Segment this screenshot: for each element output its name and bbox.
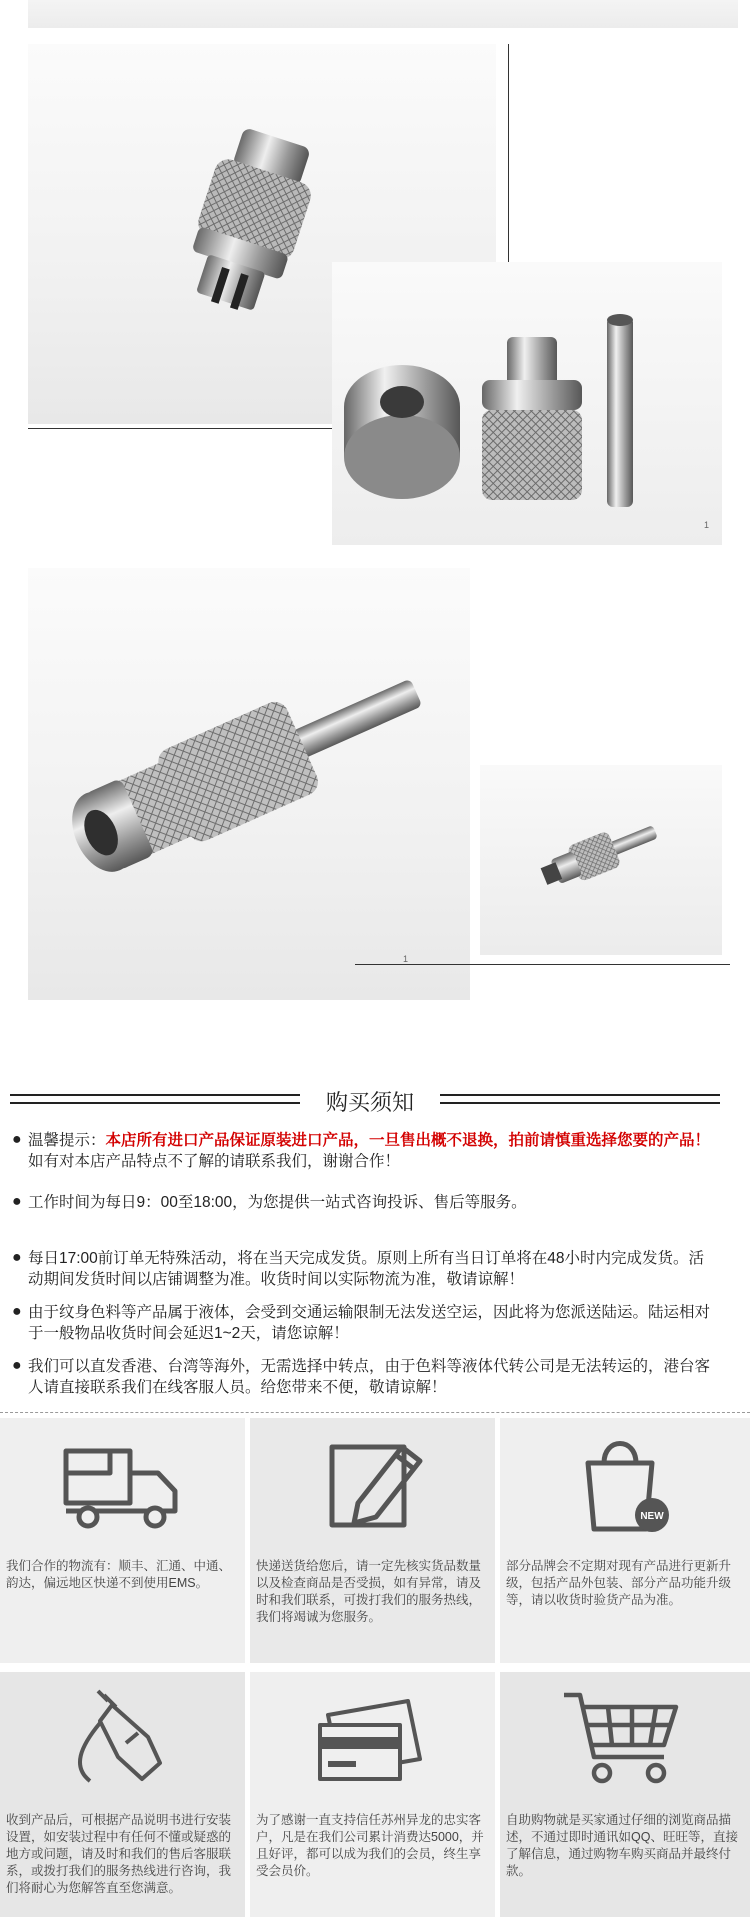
notice-item-2 (12, 1192, 717, 1213)
notice-item-3-text: 每日17:00前订单无特殊活动，将在当天完成发货。原则上所有当日订单将在48小时内完成发货。活动期间发货时间以店铺调整为准。收货时间以实际物流为准，敬请谅解！ (28, 1250, 705, 1288)
service-cell-upgrade (500, 1418, 750, 1663)
service-cell-inspection (250, 1418, 495, 1663)
cart-icon (560, 1687, 685, 1787)
tube-grip-small-image (480, 765, 722, 955)
service-text-upgrade: 部分品牌会不定期对现有产品进行更新升级，包括产品外包装、部分产品功能升级等，请以收货时验货产品为准。 (506, 1559, 732, 1607)
notice-item-3 (12, 1248, 717, 1290)
notice-item-4-text: 由于纹身色料等产品属于液体，会受到交通运输限制无法发送空运，因此将为您派送陆运。陆运相对于一般物品收货时间会延迟1~2天，请您谅解！ (28, 1304, 711, 1342)
title-double-rule-left (10, 1094, 300, 1104)
bullet-icon: ● (12, 1357, 22, 1374)
notice-item-1-rest: 如有对本店产品特点不了解的请联系我们，谢谢合作！ (28, 1153, 401, 1170)
edit-icon (310, 1433, 435, 1533)
bullet-icon: ● (12, 1303, 22, 1320)
service-cell-installation (0, 1672, 245, 1917)
notice-item-4 (12, 1302, 717, 1344)
service-text-installation: 收到产品后，可根据产品说明书进行安装设置，如安装过程中有任何不懂或疑惑的地方或问题，请及时和我们的售后客服联系，或拨打我们的服务热线进行咨询，我们将耐心为您解答直至您满意。 (6, 1813, 232, 1895)
notice-title: 购买须知 (325, 1090, 414, 1115)
title-double-rule-right (440, 1094, 720, 1104)
product-photo-3: 1 (28, 568, 470, 1000)
service-text-logistics: 我们合作的物流有：顺丰、汇通、中通、韵达，偏远地区快递不到使用EMS。 (6, 1559, 232, 1590)
service-text-membership: 为了感谢一直支持信任苏州异龙的忠实客户，凡是在我们公司累计消费达5000，并且好评，都可以成为我们的会员，终生享受会员价。 (256, 1813, 484, 1878)
service-text-self-service: 自助购物就是买家通过仔细的浏览商品描述，不通过即时通讯如QQ、旺旺等，直接了解信息，通过购物车购买商品并最终付款。 (506, 1813, 738, 1878)
truck-icon (60, 1433, 185, 1533)
bullet-icon: ● (12, 1249, 22, 1266)
service-text-inspection: 快递送货给您后，请一定先核实货品数量以及检查商品是否受损，如有异常，请及时和我们联系，可拨打我们的服务热线，我们将竭诚为您服务。 (256, 1559, 482, 1624)
tube-grip-assembled-image (28, 568, 470, 1000)
svg-text:NEW: NEW (640, 1511, 664, 1522)
new-bag-icon (560, 1433, 685, 1533)
card-icon (310, 1687, 435, 1787)
product-photo-2: 1 (332, 262, 722, 545)
service-cell-self-service (500, 1672, 750, 1917)
bullet-icon: ● (12, 1131, 22, 1148)
divider-line-horizontal-1 (28, 428, 340, 429)
dashed-divider (0, 1412, 750, 1413)
service-cell-membership (250, 1672, 495, 1917)
product-photo-4 (480, 765, 722, 955)
notice-item-5 (12, 1356, 717, 1398)
notice-item-2-text: 工作时间为每日9：00至18:00，为您提供一站式咨询投诉、售后等服务。 (28, 1194, 527, 1211)
tube-grip-parts-image (332, 262, 722, 545)
notice-item-1-warning: 本店所有进口产品保证原装进口产品，一旦售出概不退换，拍前请慎重选择您要的产品！ (105, 1132, 711, 1149)
drill-icon (60, 1687, 185, 1787)
notice-item-1-prefix: 温馨提示： (28, 1132, 106, 1149)
bullet-icon: ● (12, 1193, 22, 1210)
service-cell-logistics (0, 1418, 245, 1663)
notice-item-1 (12, 1130, 717, 1172)
notice-header (10, 1086, 720, 1115)
notice-item-5-text: 我们可以直发香港、台湾等海外，无需选择中转点，由于色料等液体代转公司是无法转运的，港台客人请直接联系我们在线客服人员。给您带来不便，敬请谅解！ (28, 1358, 711, 1396)
top-photo-strip (28, 0, 738, 28)
divider-line-horizontal-2 (355, 964, 730, 965)
